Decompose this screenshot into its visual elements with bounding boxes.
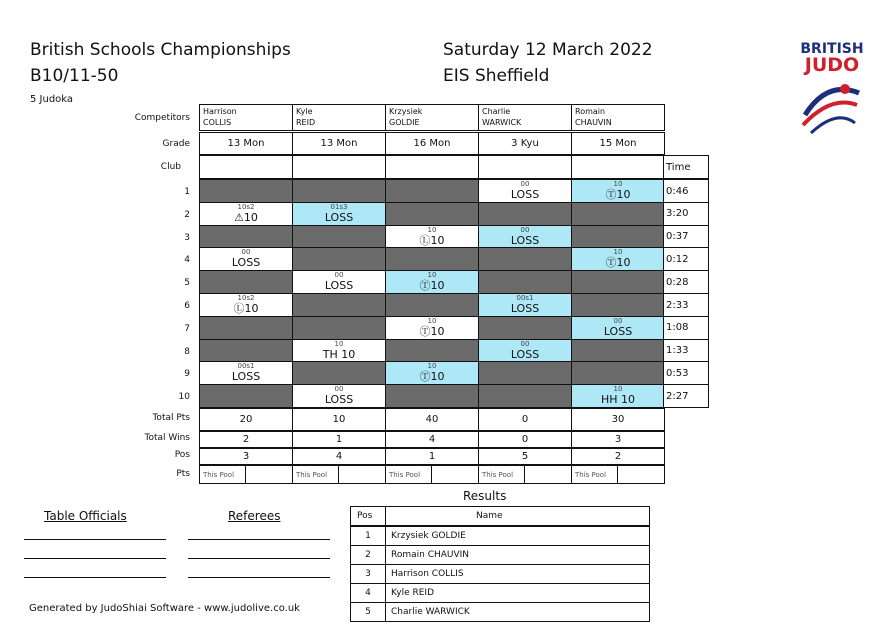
match-result: LOSS xyxy=(510,188,540,201)
results-pos: 3 xyxy=(350,564,386,584)
match-cell xyxy=(478,339,572,363)
competitor-first-name: Charlie xyxy=(482,107,511,116)
match-cell xyxy=(385,316,479,340)
event-date: Saturday 12 March 2022 xyxy=(443,40,653,60)
total-wins: 1 xyxy=(292,431,386,448)
match-cell xyxy=(571,270,665,294)
pool-points: This Pool xyxy=(478,465,525,484)
match-result: LOSS xyxy=(510,302,540,315)
match-time: 1:33 xyxy=(663,339,709,363)
total-wins: 3 xyxy=(571,431,665,448)
total-wins: 4 xyxy=(385,431,479,448)
match-score: 00 xyxy=(241,248,251,257)
match-number: 4 xyxy=(184,255,190,266)
results-name: Harrison COLLIS xyxy=(385,564,650,584)
competitor-header xyxy=(571,104,665,131)
match-result: ⚠10 xyxy=(234,210,258,224)
match-score: 00 xyxy=(520,225,530,234)
match-cell xyxy=(199,247,293,271)
competitor-last-name: GOLDIE xyxy=(389,118,420,127)
match-score: 00 xyxy=(520,339,530,348)
match-score: 00 xyxy=(613,316,623,325)
event-title: British Schools Championships xyxy=(30,40,291,60)
competitor-first-name: Romain xyxy=(575,107,606,116)
match-score: 10 xyxy=(427,316,437,325)
pool-points: This Pool xyxy=(292,465,339,484)
competitor-header xyxy=(385,104,479,131)
competitor-club xyxy=(571,155,665,179)
total-points: 40 xyxy=(385,408,479,431)
match-cell xyxy=(199,293,293,317)
match-result: LOSS xyxy=(231,370,261,384)
match-number: 6 xyxy=(184,301,190,311)
match-time: 0:53 xyxy=(663,361,709,385)
match-cell xyxy=(385,202,479,226)
match-number: 10 xyxy=(178,392,190,403)
match-cell xyxy=(571,316,665,340)
match-result: Ⓣ10 xyxy=(419,279,445,293)
match-cell xyxy=(292,361,386,385)
table-officials-label: Table Officials xyxy=(44,509,127,523)
match-cell xyxy=(571,339,665,363)
match-cell xyxy=(385,339,479,363)
match-result: Ⓣ10 xyxy=(419,324,445,338)
competitor-last-name: REID xyxy=(296,118,316,127)
match-cell xyxy=(199,270,293,294)
match-cell xyxy=(292,293,386,317)
match-cell xyxy=(571,225,665,249)
match-cell xyxy=(571,384,665,408)
match-cell xyxy=(199,339,293,363)
match-result: Ⓛ10 xyxy=(233,302,259,315)
competitor-grade: 15 Mon xyxy=(571,132,665,155)
match-cell xyxy=(478,270,572,294)
label-grade: Grade xyxy=(162,139,190,149)
match-result: LOSS xyxy=(510,233,540,247)
match-cell xyxy=(571,179,665,203)
match-cell xyxy=(478,361,572,385)
competitor-grade: 13 Mon xyxy=(292,132,386,155)
results-name: Kyle REID xyxy=(385,583,650,603)
match-time: 2:27 xyxy=(663,384,709,408)
match-score: 10 xyxy=(613,385,623,394)
match-cell xyxy=(292,247,386,271)
match-time: 3:20 xyxy=(663,202,709,226)
results-title: Results xyxy=(463,489,507,503)
competitor-first-name: Harrison xyxy=(203,107,237,116)
match-cell xyxy=(571,361,665,385)
logo-text-judo: JUDO xyxy=(804,54,860,76)
label-total-pts: Total Pts xyxy=(152,413,190,423)
match-time: 2:33 xyxy=(663,293,709,317)
match-number: 5 xyxy=(184,278,190,289)
match-cell xyxy=(292,339,386,363)
match-number: 1 xyxy=(184,187,190,197)
pool-points-blank xyxy=(431,465,479,484)
competitor-last-name: WARWICK xyxy=(482,118,522,127)
match-cell xyxy=(478,202,572,226)
competitor-header xyxy=(292,104,386,131)
results-pos: 5 xyxy=(350,602,386,622)
referee-signature-line xyxy=(188,539,330,540)
british-judo-logo xyxy=(797,42,867,143)
competitor-first-name: Krzysiek xyxy=(389,107,423,116)
referee-signature-line xyxy=(188,577,330,578)
match-number: 8 xyxy=(184,346,190,357)
match-result: TH 10 xyxy=(322,347,356,361)
official-signature-line xyxy=(24,558,166,559)
match-number: 2 xyxy=(184,209,190,220)
results-pos: 2 xyxy=(350,545,386,565)
match-cell xyxy=(478,384,572,408)
match-cell xyxy=(199,384,293,408)
match-cell xyxy=(199,361,293,385)
pool-points: This Pool xyxy=(199,465,246,484)
match-result: LOSS xyxy=(231,256,261,270)
match-result: LOSS xyxy=(510,347,540,361)
judoka-emblem-icon xyxy=(797,75,867,139)
match-cell xyxy=(199,316,293,340)
competitor-club xyxy=(385,155,479,179)
match-score: 00 xyxy=(334,385,344,394)
match-result: LOSS xyxy=(324,393,354,407)
label-pos: Pos xyxy=(174,450,190,460)
label-total-wins: Total Wins xyxy=(144,433,190,443)
match-number: 9 xyxy=(184,369,190,380)
pool-points-blank xyxy=(338,465,386,484)
label-club: Club xyxy=(160,162,181,172)
pool-points-blank xyxy=(245,465,293,484)
match-result: Ⓣ10 xyxy=(419,370,445,384)
match-time: 0:12 xyxy=(663,247,709,271)
match-cell xyxy=(571,293,665,317)
competitor-first-name: Kyle xyxy=(296,107,313,116)
category: B10/11-50 xyxy=(30,66,119,86)
match-cell xyxy=(292,270,386,294)
match-cell xyxy=(199,179,293,203)
official-signature-line xyxy=(24,577,166,578)
time-header: Time xyxy=(663,155,709,179)
match-score: 00s1 xyxy=(237,362,255,371)
match-result: Ⓣ10 xyxy=(605,188,631,201)
match-score: 10 xyxy=(427,225,437,234)
results-pos-header: Pos xyxy=(350,506,386,526)
total-wins: 2 xyxy=(199,431,293,448)
match-cell xyxy=(385,293,479,317)
match-number: 3 xyxy=(184,232,190,243)
match-time: 0:28 xyxy=(663,270,709,294)
match-score: 00 xyxy=(520,180,530,188)
pool-points-blank xyxy=(524,465,572,484)
label-competitors: Competitors xyxy=(134,113,190,123)
match-cell xyxy=(478,293,572,317)
judoka-count: 5 Judoka xyxy=(30,94,74,105)
match-cell xyxy=(199,202,293,226)
competitor-grade: 3 Kyu xyxy=(478,132,572,155)
position: 3 xyxy=(199,448,293,465)
match-score: 10 xyxy=(613,248,623,257)
match-cell xyxy=(292,202,386,226)
match-result: LOSS xyxy=(324,210,354,224)
match-cell xyxy=(571,247,665,271)
position: 4 xyxy=(292,448,386,465)
match-time: 0:46 xyxy=(663,179,709,203)
match-cell xyxy=(385,179,479,203)
position: 5 xyxy=(478,448,572,465)
match-cell xyxy=(385,247,479,271)
match-result: LOSS xyxy=(324,279,354,293)
match-cell xyxy=(478,179,572,203)
results-name-header: Name xyxy=(385,506,650,526)
match-result: HH 10 xyxy=(600,393,636,407)
referee-signature-line xyxy=(188,558,330,559)
competitor-grade: 13 Mon xyxy=(199,132,293,155)
pool-points: This Pool xyxy=(571,465,618,484)
footer-credit: Generated by JudoShiai Software - www.judolive.co.uk xyxy=(29,603,300,614)
match-cell xyxy=(199,225,293,249)
match-time: 0:37 xyxy=(663,225,709,249)
position: 2 xyxy=(571,448,665,465)
competitor-club xyxy=(292,155,386,179)
total-points: 30 xyxy=(571,408,665,431)
match-result: Ⓛ10 xyxy=(419,233,445,247)
total-wins: 0 xyxy=(478,431,572,448)
competitor-header xyxy=(199,104,293,131)
match-cell xyxy=(385,384,479,408)
official-signature-line xyxy=(24,539,166,540)
match-cell xyxy=(478,225,572,249)
results-name: Romain CHAUVIN xyxy=(385,545,650,565)
match-cell xyxy=(385,270,479,294)
match-cell xyxy=(571,202,665,226)
match-result: LOSS xyxy=(603,324,633,338)
match-score: 00s1 xyxy=(516,294,534,302)
logo-text-british: BRITISH xyxy=(800,41,864,57)
match-cell xyxy=(292,316,386,340)
pool-points: This Pool xyxy=(385,465,432,484)
competitor-last-name: COLLIS xyxy=(203,118,232,127)
match-cell xyxy=(478,316,572,340)
match-score: 10s2 xyxy=(237,294,255,302)
match-score: 10 xyxy=(427,362,437,371)
referees-label: Referees xyxy=(228,509,281,523)
label-pts: Pts xyxy=(176,469,190,479)
total-points: 10 xyxy=(292,408,386,431)
match-score: 10 xyxy=(613,180,623,188)
match-cell xyxy=(292,179,386,203)
competitor-header xyxy=(478,104,572,131)
venue: EIS Sheffield xyxy=(443,66,550,86)
match-time: 1:08 xyxy=(663,316,709,340)
match-cell xyxy=(478,247,572,271)
results-pos: 1 xyxy=(350,526,386,546)
total-points: 0 xyxy=(478,408,572,431)
results-name: Charlie WARWICK xyxy=(385,602,650,622)
match-score: 10s2 xyxy=(237,202,255,211)
match-score: 10 xyxy=(334,339,344,348)
match-cell xyxy=(292,225,386,249)
competitor-club xyxy=(199,155,293,179)
match-cell xyxy=(385,225,479,249)
position: 1 xyxy=(385,448,479,465)
total-points: 20 xyxy=(199,408,293,431)
match-cell xyxy=(292,384,386,408)
match-score: 10 xyxy=(427,271,437,280)
match-result: Ⓣ10 xyxy=(605,256,631,270)
match-cell xyxy=(385,361,479,385)
match-score: 00 xyxy=(334,271,344,280)
pool-points-blank xyxy=(617,465,665,484)
competitor-club xyxy=(478,155,572,179)
match-number: 7 xyxy=(184,323,190,334)
competitor-grade: 16 Mon xyxy=(385,132,479,155)
results-pos: 4 xyxy=(350,583,386,603)
results-name: Krzysiek GOLDIE xyxy=(385,526,650,546)
competitor-last-name: CHAUVIN xyxy=(575,118,612,127)
match-score: 01s3 xyxy=(330,202,348,211)
